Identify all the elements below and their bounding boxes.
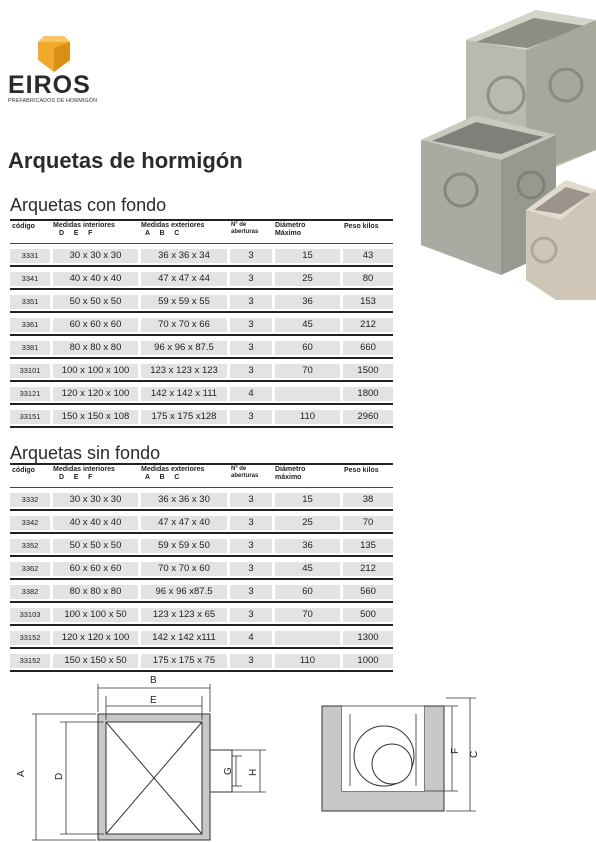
cell-interior: 50 x 50 x 50 <box>53 295 138 309</box>
cell-peso: 80 <box>343 272 393 286</box>
cell-diametro: 60 <box>275 585 340 599</box>
table-row <box>10 488 393 511</box>
cell-aberturas: 4 <box>230 631 272 645</box>
dim-label-f: F <box>450 747 461 754</box>
cell-diametro: 70 <box>275 608 340 622</box>
header-interiores <box>53 466 115 482</box>
cell-aberturas: 3 <box>230 562 272 576</box>
cell-diametro: 36 <box>275 295 340 309</box>
cell-interior: 80 x 80 x 80 <box>53 585 138 599</box>
cell-interior: 150 x 150 x 108 <box>53 410 138 424</box>
plan-view-drawing <box>10 672 280 842</box>
table-row <box>10 336 393 359</box>
cell-interior: 100 x 100 x 100 <box>53 364 138 378</box>
brand-mark-icon <box>34 36 74 72</box>
header-diametro <box>275 222 305 238</box>
cell-exterior: 96 x 96 x87.5 <box>141 585 227 599</box>
header-exteriores <box>141 466 204 482</box>
cell-interior: 30 x 30 x 30 <box>53 493 138 507</box>
cell-interior: 40 x 40 x 40 <box>53 516 138 530</box>
table-row <box>10 382 393 405</box>
table-row <box>10 649 393 672</box>
cell-peso: 70 <box>343 516 393 530</box>
cell-peso: 1800 <box>343 387 393 401</box>
table-con-fondo <box>10 219 393 428</box>
cell-interior: 60 x 60 x 60 <box>53 562 138 576</box>
table-header <box>10 463 393 488</box>
cell-codigo: 3332 <box>10 493 50 507</box>
cell-peso: 1300 <box>343 631 393 645</box>
table-row <box>10 313 393 336</box>
cell-peso: 212 <box>343 318 393 332</box>
cell-interior: 50 x 50 x 50 <box>53 539 138 553</box>
cell-diametro: 25 <box>275 272 340 286</box>
cell-aberturas: 3 <box>230 516 272 530</box>
cell-exterior: 47 x 47 x 44 <box>141 272 227 286</box>
cell-diametro <box>275 631 340 645</box>
cell-exterior: 47 x 47 x 40 <box>141 516 227 530</box>
header-aberturas <box>231 222 258 236</box>
cell-codigo: 33152 <box>10 631 50 645</box>
header-codigo: código <box>12 223 35 230</box>
cell-codigo: 3351 <box>10 295 50 309</box>
cell-codigo: 3381 <box>10 341 50 355</box>
brand-name: EIROS <box>8 71 91 99</box>
cell-peso: 212 <box>343 562 393 576</box>
cell-codigo: 33151 <box>10 410 50 424</box>
dim-label-h: H <box>248 768 259 776</box>
cell-exterior: 142 x 142 x111 <box>141 631 227 645</box>
cell-diametro: 15 <box>275 493 340 507</box>
cell-interior: 60 x 60 x 60 <box>53 318 138 332</box>
header-codigo: código <box>12 467 35 474</box>
cell-interior: 120 x 120 x 100 <box>53 631 138 645</box>
cell-exterior: 175 x 175 x 75 <box>141 654 227 668</box>
cell-exterior: 96 x 96 x 87.5 <box>141 341 227 355</box>
header-peso: Peso kilos <box>344 223 379 230</box>
table-header <box>10 219 393 244</box>
header-interiores-dims: D E F <box>59 474 93 481</box>
cell-exterior: 123 x 123 x 123 <box>141 364 227 378</box>
header-diametro-line2: Máximo <box>275 230 302 237</box>
cell-aberturas: 4 <box>230 387 272 401</box>
header-aberturas-line2: aberturas <box>231 229 259 235</box>
cell-exterior: 175 x 175 x128 <box>141 410 227 424</box>
cell-codigo: 3361 <box>10 318 50 332</box>
table-row <box>10 290 393 313</box>
header-aberturas <box>231 466 258 480</box>
cell-interior: 100 x 100 x 50 <box>53 608 138 622</box>
brand-tagline: PREFABRICADOS DE HORMIGÓN <box>8 98 98 104</box>
header-interiores-label: Medidas interiores <box>53 466 115 473</box>
table-row <box>10 267 393 290</box>
section-title-sin-fondo: Arquetas sin fondo <box>10 443 161 463</box>
cell-exterior: 59 x 59 x 50 <box>141 539 227 553</box>
section-view-drawing <box>312 696 492 836</box>
cell-diametro: 45 <box>275 562 340 576</box>
cell-exterior: 59 x 59 x 55 <box>141 295 227 309</box>
cell-aberturas: 3 <box>230 249 272 263</box>
cell-codigo: 33103 <box>10 608 50 622</box>
header-diametro-line1: Diámetro <box>275 222 306 229</box>
cell-peso: 1500 <box>343 364 393 378</box>
cell-diametro: 110 <box>275 410 340 424</box>
section-title-con-fondo: Arquetas con fondo <box>10 195 167 215</box>
header-exteriores-dims: A B C <box>145 474 180 481</box>
dim-label-g: G <box>223 767 234 775</box>
cell-aberturas: 3 <box>230 585 272 599</box>
cell-interior: 80 x 80 x 80 <box>53 341 138 355</box>
header-diametro-line2: máximo <box>275 474 302 481</box>
header-aberturas-line2: aberturas <box>231 473 259 479</box>
header-diametro-line1: Diámetro <box>275 466 306 473</box>
cell-codigo: 33101 <box>10 364 50 378</box>
cell-exterior: 70 x 70 x 60 <box>141 562 227 576</box>
cell-codigo: 3331 <box>10 249 50 263</box>
cell-aberturas: 3 <box>230 318 272 332</box>
cell-exterior: 36 x 36 x 34 <box>141 249 227 263</box>
dim-label-d: D <box>54 772 65 780</box>
table-body <box>10 488 393 672</box>
cell-aberturas: 3 <box>230 295 272 309</box>
cell-exterior: 142 x 142 x 111 <box>141 387 227 401</box>
cell-aberturas: 3 <box>230 364 272 378</box>
header-aberturas-line1: Nº de <box>231 222 247 228</box>
header-exteriores-label: Medidas exteriores <box>141 222 205 229</box>
cell-diametro: 36 <box>275 539 340 553</box>
table-row <box>10 405 393 428</box>
header-diametro <box>275 466 305 482</box>
cell-exterior: 36 x 36 x 30 <box>141 493 227 507</box>
cell-peso: 2960 <box>343 410 393 424</box>
cell-aberturas: 3 <box>230 539 272 553</box>
table-row <box>10 534 393 557</box>
cell-aberturas: 3 <box>230 654 272 668</box>
cell-codigo: 3342 <box>10 516 50 530</box>
table-row <box>10 557 393 580</box>
header-peso: Peso kilos <box>344 467 379 474</box>
table-body <box>10 244 393 428</box>
cell-diametro: 110 <box>275 654 340 668</box>
cell-diametro <box>275 387 340 401</box>
cell-aberturas: 3 <box>230 410 272 424</box>
header-interiores <box>53 222 115 238</box>
cell-interior: 150 x 150 x 50 <box>53 654 138 668</box>
cell-diametro: 25 <box>275 516 340 530</box>
cell-codigo: 33152 <box>10 654 50 668</box>
brand-logo <box>8 36 108 106</box>
cell-codigo: 3382 <box>10 585 50 599</box>
table-row <box>10 511 393 534</box>
table-row <box>10 359 393 382</box>
dim-label-c: C <box>469 750 480 758</box>
cell-diametro: 60 <box>275 341 340 355</box>
product-photo <box>416 0 596 305</box>
cell-aberturas: 3 <box>230 608 272 622</box>
cell-aberturas: 3 <box>230 272 272 286</box>
cell-exterior: 70 x 70 x 66 <box>141 318 227 332</box>
table-row <box>10 244 393 267</box>
cell-diametro: 45 <box>275 318 340 332</box>
cell-codigo: 3341 <box>10 272 50 286</box>
cell-interior: 30 x 30 x 30 <box>53 249 138 263</box>
cell-diametro: 15 <box>275 249 340 263</box>
cell-aberturas: 3 <box>230 341 272 355</box>
dim-label-a: A <box>16 770 27 777</box>
dim-label-b: B <box>150 675 157 686</box>
cell-peso: 43 <box>343 249 393 263</box>
table-row <box>10 603 393 626</box>
header-aberturas-line1: Nº de <box>231 466 247 472</box>
cell-peso: 153 <box>343 295 393 309</box>
cell-peso: 1000 <box>343 654 393 668</box>
cell-peso: 560 <box>343 585 393 599</box>
header-exteriores-dims: A B C <box>145 230 180 237</box>
cell-codigo: 33121 <box>10 387 50 401</box>
header-interiores-label: Medidas interiores <box>53 222 115 229</box>
cell-peso: 135 <box>343 539 393 553</box>
header-interiores-dims: D E F <box>59 230 93 237</box>
table-sin-fondo <box>10 463 393 672</box>
cell-exterior: 123 x 123 x 65 <box>141 608 227 622</box>
cell-diametro: 70 <box>275 364 340 378</box>
cell-codigo: 3352 <box>10 539 50 553</box>
cell-codigo: 3362 <box>10 562 50 576</box>
cell-aberturas: 3 <box>230 493 272 507</box>
header-exteriores <box>141 222 204 238</box>
table-row <box>10 626 393 649</box>
page-title: Arquetas de hormigón <box>8 148 243 173</box>
cell-peso: 500 <box>343 608 393 622</box>
dim-label-e: E <box>150 695 157 706</box>
cell-interior: 120 x 120 x 100 <box>53 387 138 401</box>
cell-peso: 38 <box>343 493 393 507</box>
table-row <box>10 580 393 603</box>
cell-interior: 40 x 40 x 40 <box>53 272 138 286</box>
header-exteriores-label: Medidas exteriores <box>141 466 205 473</box>
cell-peso: 660 <box>343 341 393 355</box>
